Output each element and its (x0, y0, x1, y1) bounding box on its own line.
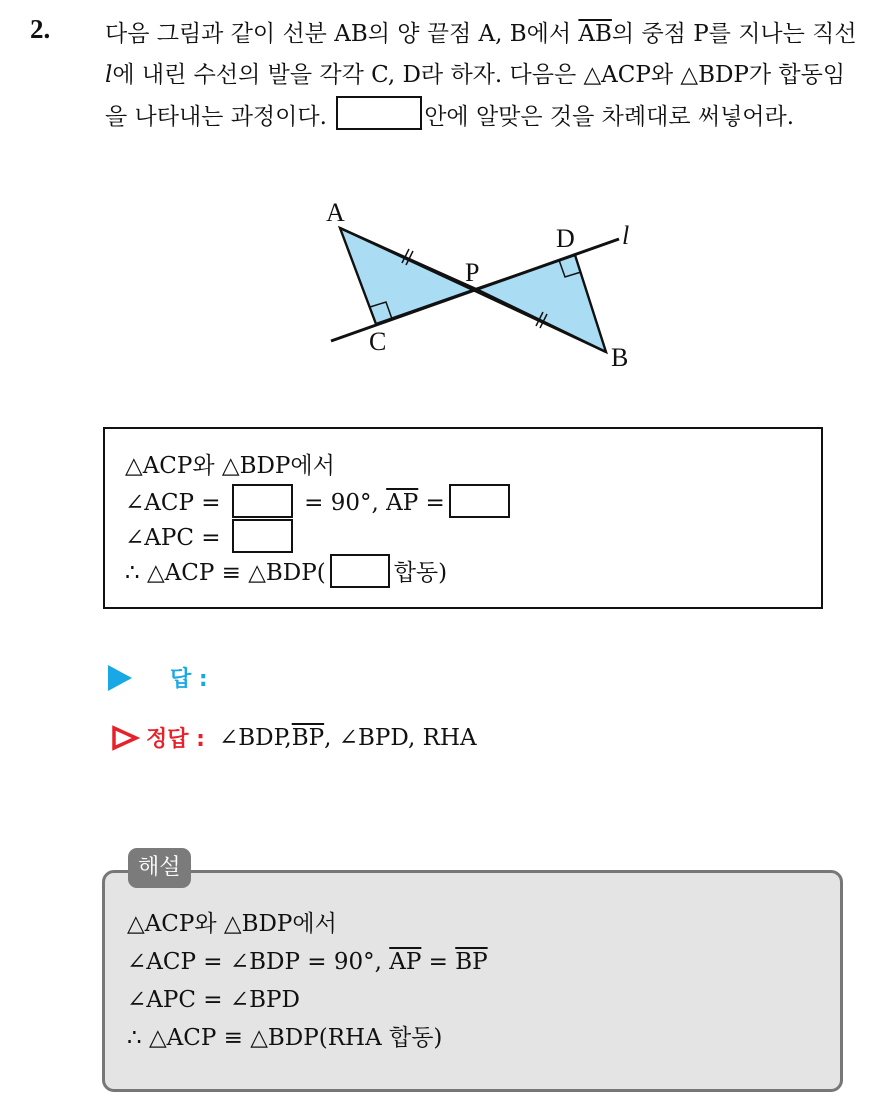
blank-3[interactable] (232, 519, 293, 553)
geometry-figure (320, 192, 660, 377)
proof-line-4-a: ∴ △ACP ≡ △BDP( (125, 560, 326, 586)
blank-4[interactable] (330, 554, 390, 588)
label-d: D (556, 224, 575, 253)
proof-line-1: △ACP와 △BDP에서 (125, 453, 335, 479)
proof-line-2-b: = 90°, (296, 490, 387, 516)
line-l-symbol: l (105, 62, 113, 88)
label-b: B (611, 343, 629, 372)
correct-answer-1: ∠BDP, (218, 724, 292, 751)
explanation-segment-bp: $\overline{BP}$ (455, 949, 488, 975)
explanation-line-4: ∴ △ACP ≡ △BDP(RHA 합동) (127, 1025, 443, 1051)
proof-box (103, 427, 823, 609)
proof-line-4 (125, 554, 821, 589)
proof-line-3 (125, 519, 821, 554)
label-a: A (326, 198, 345, 227)
explanation-segment-ap: $\overline{AP}$ (389, 949, 422, 975)
label-l: l (622, 221, 630, 250)
correct-answer-segment: $\overline{BP}$ (291, 724, 325, 751)
explanation-tag: 해설 (128, 848, 191, 888)
question-part-4: 안에 알맞은 것을 차례대로 써넣어라. (424, 104, 795, 130)
outline-arrow-icon (110, 724, 140, 752)
explanation-line-2 (127, 943, 840, 981)
segment-ap: $\overline{AP}$ (386, 490, 419, 516)
correct-answer-row (110, 722, 477, 753)
label-p: P (465, 258, 480, 287)
blank-box-example (336, 96, 422, 130)
explanation-line-2-c: = (421, 949, 456, 975)
question-number: 2. (30, 14, 51, 44)
proof-line-4-b: 합동) (393, 560, 448, 586)
proof-line-2-d: = (418, 490, 445, 516)
question-part-1: 다음 그림과 같이 선분 AB의 양 끝점 A, B에서 (105, 21, 579, 47)
explanation-box (102, 870, 843, 1092)
answer-row (108, 662, 208, 693)
correct-answer-2: , ∠BPD, RHA (324, 724, 477, 751)
blank-2[interactable] (449, 484, 510, 518)
proof-line-2-a: ∠ACP = (125, 490, 228, 516)
explanation-line-3: ∠APC = ∠BPD (127, 987, 300, 1013)
answer-label: 답 : (170, 667, 208, 692)
triangle-bdp (476, 255, 606, 352)
segment-ab: $\overline{AB}$ (578, 21, 612, 47)
explanation-line-2-a: ∠ACP = ∠BDP = 90°, (127, 949, 390, 975)
question-part-2: 의 중점 P를 지나는 직선 (611, 21, 857, 47)
play-arrow-icon (108, 665, 132, 691)
explanation-line-1: △ACP와 △BDP에서 (127, 911, 337, 937)
question-text (105, 14, 865, 138)
blank-1[interactable] (232, 484, 293, 518)
correct-answer-label: 정답 : (146, 727, 205, 752)
triangle-acp (340, 228, 476, 324)
proof-line-3-a: ∠APC = (125, 525, 228, 551)
proof-line-2 (125, 484, 821, 519)
question-part-3: 에 내린 수선의 발을 각각 C, D라 하자. 다음은 △ACP와 △BDP가 합동임을 나타내는 과정이다. (105, 62, 846, 130)
label-c: C (369, 327, 387, 356)
